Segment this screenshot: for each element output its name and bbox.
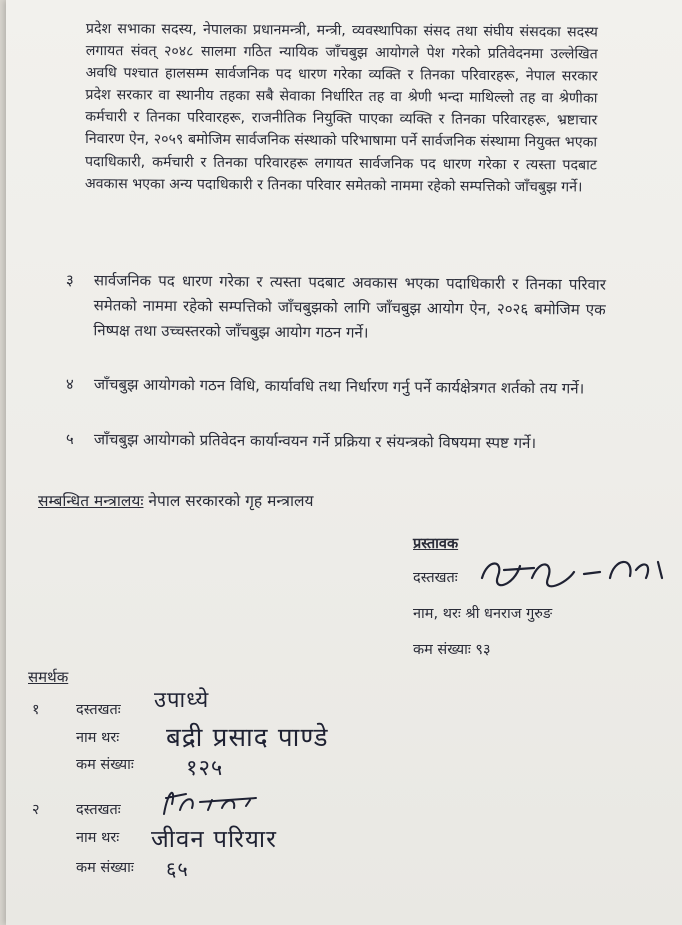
supporter-signature-label: दस्तखतः	[76, 802, 121, 818]
supporter-serial: ६५	[166, 857, 189, 881]
supporter-number: २	[32, 802, 40, 818]
list-item	[65, 268, 606, 342]
list-item	[65, 427, 606, 453]
supporter-name: बद्री प्रसाद पाण्डे	[166, 723, 329, 753]
list-item	[65, 372, 606, 398]
proposer-signature-label: दस्तखतः	[413, 570, 458, 586]
proposer-signature	[474, 548, 674, 593]
item-number: ४	[65, 374, 74, 394]
supporter-name-label: नाम थरः	[76, 730, 120, 746]
item-number: ३	[65, 270, 74, 290]
related-ministry	[38, 489, 458, 513]
supporter-signature	[156, 780, 266, 820]
ministry-label: सम्बन्धित मन्त्रालयः	[38, 492, 144, 510]
supporter-serial: १२५	[186, 756, 224, 781]
supporter-name: जीवन परियार	[151, 825, 277, 853]
item-number: ५	[65, 429, 74, 449]
supporter-name-label: नाम थरः	[76, 830, 120, 846]
document-page	[6, 0, 682, 925]
item-text: जाँचबुझ आयोगको गठन विधि, कार्यावधि तथा निर्धारण गर्नु पर्ने कार्यक्षेत्रगत शर्तको तय गर्ने।	[93, 375, 585, 398]
supporter-signature-label: दस्तखतः	[76, 702, 121, 718]
supporter-serial-label: कम संख्याः	[76, 860, 134, 876]
proposer-name: नाम, थरः श्री धनराज गुरुङ	[413, 606, 553, 622]
proposer-title: प्रस्तावक	[413, 536, 459, 552]
supporter-serial-label: कम संख्याः	[76, 757, 134, 773]
proposer-serial: कम संख्याः ९३	[413, 642, 491, 658]
supporter-number: १	[32, 702, 40, 718]
body-paragraph: प्रदेश सभाका सदस्य, नेपालका प्रधानमन्त्री, मन्त्री, व्यवस्थापिका संसद तथा संघीय संसदका सदस्य लगायत संवत् २०४८ सालमा गठित न्यायिक जाँचबुझ आयोगले पेश गरेको प्रतिवेदनमा उल्लेखित अवधि पश्चात हालसम्म सार्वजनिक पद धारण गरेका व्यक्ति र तिनका परिवारहरू, नेपाल सरकार प्रदेश सरकार वा स्थानीय तहका सबै सेवाका निर्धारित तह वा श्रेणी भन्दा माथिल्लो तह वा श्रेणीका कर्मचारी र तिनका परिवारहरू, राजनीतिक नियुक्ति पाएका व्यक्ति र तिनका परिवारहरू, भ्रष्टाचार निवारण ऐन, २०५९ बमोजिम सार्वजनिक संस्थाको परिभाषामा पर्ने सार्वजनिक संस्थामा नियुक्त भएका पदाधिकारी, कर्मचारी र तिनका परिवारहरू लगायत सार्वजनिक पद धारण गरेका र त्यस्ता पदबाट अवकास भएका अन्य पदाधिकारी र तिनका परिवार समेतको नाममा रहेको सम्पत्तिको जाँचबुझ गर्ने।	[84, 20, 598, 196]
item-text: सार्वजनिक पद धारण गरेका र त्यस्ता पदबाट अवकास भएका पदाधिकारी र तिनका परिवार समेतको नाममा रहेको सम्पत्तिको जाँचबुझको लागि जाँचबुझ आयोग ऐन, २०२६ बमोजिम एक निष्पक्ष तथा उच्चस्तरको जाँचबुझ आयोग गठन गर्ने।	[93, 271, 606, 342]
item-text: जाँचबुझ आयोगको प्रतिवेदन कार्यान्वयन गर्ने प्रक्रिया र संयन्त्रको विषयमा स्पष्ट गर्ने।	[93, 430, 537, 453]
ministry-value: नेपाल सरकारको गृह मन्त्रालय	[148, 492, 314, 510]
supporter-signature: उपाध्ये	[154, 688, 210, 713]
supporters-title: समर्थक	[28, 668, 69, 686]
